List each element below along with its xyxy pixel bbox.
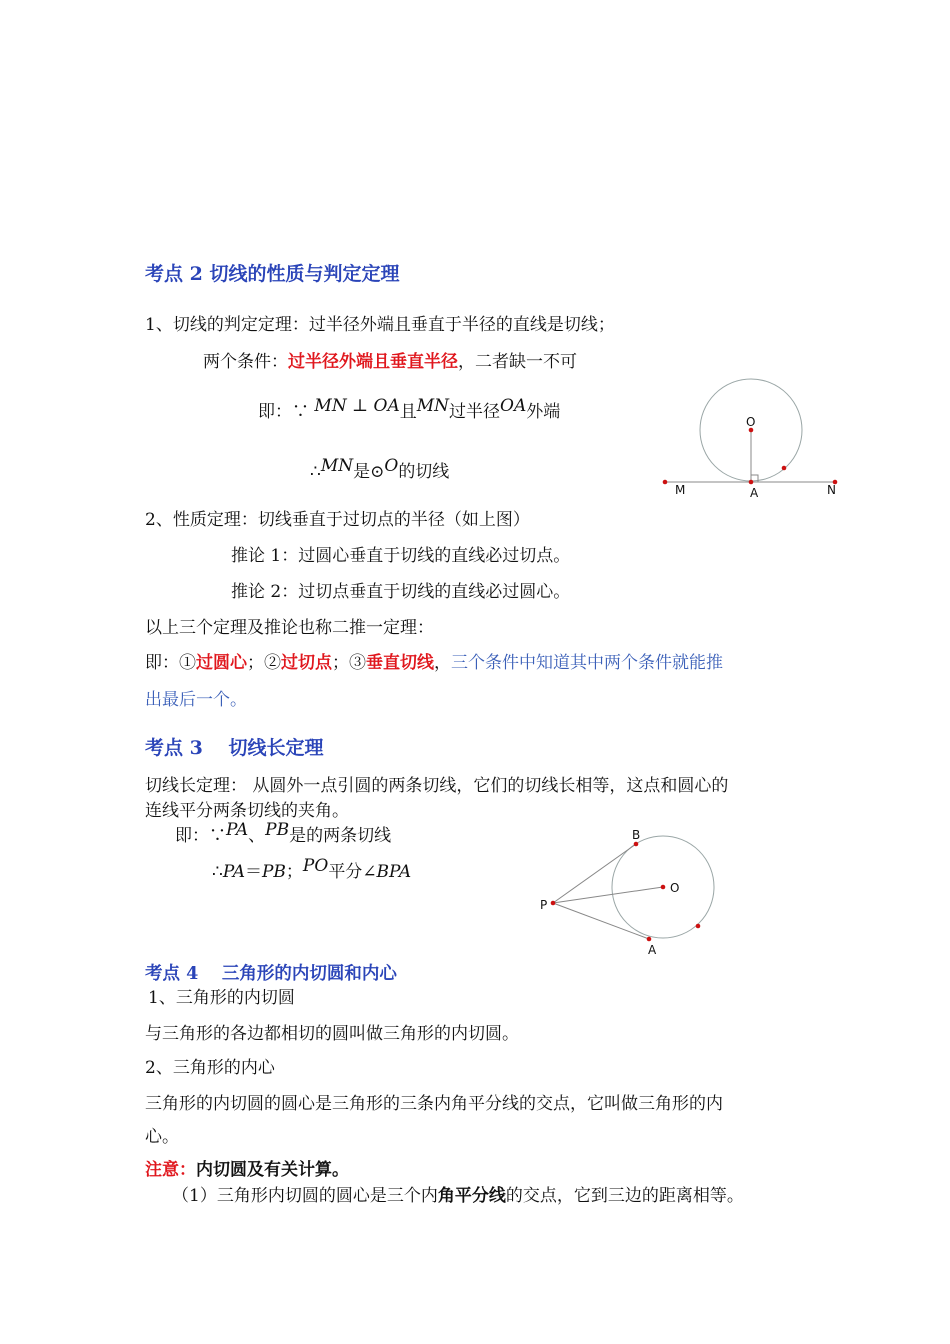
text: 过半径 [449, 402, 501, 422]
tangent-length-theorem-cont: 连线平分两条切线的夹角。 [145, 801, 349, 821]
incenter-definition: 三角形的内切圆的圆心是三角形的三条内角平分线的交点，它叫做三角形的内 [145, 1094, 723, 1114]
point-p [551, 901, 556, 906]
note-line [145, 1160, 349, 1180]
angle-bisector-bold: 角平分线 [437, 1186, 506, 1206]
text: ， [434, 653, 451, 673]
point-on-circle [782, 466, 787, 471]
text: 即：① [145, 653, 196, 673]
point-a [749, 480, 754, 485]
label-a: A [750, 486, 759, 500]
incenter-heading: 2、三角形的内心 [145, 1058, 275, 1078]
segment-po [553, 887, 663, 903]
point-b [634, 842, 639, 847]
note-item-1 [172, 1186, 744, 1206]
note-blue: 三个条件中知道其中两个条件就能推 [451, 653, 723, 673]
tangent-figure-2 [530, 822, 730, 962]
point-on-circle [696, 924, 701, 929]
highlight-conditions: 过半径外端且垂直半径 [288, 352, 458, 372]
cond-center: 过圆心 [196, 653, 247, 673]
label-a: A [648, 943, 657, 957]
math-eq: ＝ [244, 862, 262, 882]
incircle-definition: 与三角形的各边都相切的圆叫做三角形的内切圆。 [145, 1024, 519, 1044]
math-mn: MN [416, 396, 450, 416]
text: 平分 [328, 862, 363, 882]
text: 是的两条切线 [289, 826, 392, 846]
label-n: N [827, 483, 836, 497]
label-m: M [675, 483, 686, 497]
math-mn: MN [320, 456, 354, 476]
corollary-1: 推论 1：过圆心垂直于切线的直线必过切点。 [231, 546, 571, 566]
text: （1）三角形内切圆的圆心是三个内 [172, 1186, 438, 1206]
incircle-heading: 1、三角形的内切圆 [148, 988, 295, 1008]
point-a [647, 937, 652, 942]
note-blue-cont: 出最后一个。 [145, 690, 247, 710]
math-perp: ⊥ [352, 396, 369, 416]
section-3-heading: 考点 3 切线长定理 [145, 737, 324, 759]
label-o: O [670, 881, 680, 895]
point-m [663, 480, 668, 485]
corollary-2: 推论 2：过切点垂直于切线的直线必过圆心。 [231, 582, 571, 602]
tl-reasoning-1 [175, 820, 392, 846]
label-o: O [746, 415, 756, 429]
point-o [661, 885, 666, 890]
math-angle-bpa: ∠BPA [362, 862, 412, 882]
text: 外端 [526, 402, 561, 422]
two-push-one: 以上三个定理及推论也称二推一定理： [145, 618, 434, 638]
therefore: ∴ [212, 862, 223, 882]
because: 即：∵ [175, 826, 226, 846]
text: 、 [248, 826, 266, 846]
label-p: P [540, 898, 548, 912]
text: 即：∵ [258, 402, 309, 422]
math-oa: OA [373, 396, 400, 416]
section-4-heading: 考点 4 三角形的内切圆和内心 [145, 964, 397, 984]
text: 两个条件： [203, 352, 288, 372]
text: 的切线 [398, 462, 450, 482]
text: ；③ [332, 653, 366, 673]
property-theorem: 2、性质定理：切线垂直于过切点的半径（如上图） [145, 510, 530, 530]
tl-reasoning-2 [212, 856, 412, 882]
math-pb: PB [261, 862, 286, 882]
note-title: 内切圆及有关计算。 [196, 1160, 349, 1180]
math-pa: PA [226, 820, 249, 840]
math-pb: PB [265, 820, 290, 840]
math-oa: OA [500, 396, 527, 416]
tangent-pb [553, 844, 636, 903]
reasoning-line-1 [258, 396, 561, 422]
tangent-figure-1 [655, 372, 845, 507]
note-label: 注意： [145, 1160, 196, 1180]
text: 是⊙ [353, 462, 385, 482]
math-po: PO [302, 856, 329, 876]
section-2-heading: 考点 2 切线的性质与判定定理 [145, 263, 400, 285]
reasoning-line-2 [310, 456, 450, 482]
text: 且 [399, 402, 417, 422]
math-o: O [384, 456, 399, 476]
text: 的交点，它到三边的距离相等。 [505, 1186, 744, 1206]
therefore: ∴ [310, 462, 321, 482]
tangent-pa [553, 903, 649, 939]
cond-perpendicular: 垂直切线 [366, 653, 434, 673]
cond-tangent-point: 过切点 [281, 653, 332, 673]
incenter-definition-cont: 心。 [145, 1127, 179, 1147]
text: ； [285, 862, 303, 882]
math-pa: PA [222, 862, 245, 882]
three-conditions-line [145, 653, 723, 673]
tangent-length-theorem: 切线长定理： 从圆外一点引圆的两条切线，它们的切线长相等，这点和圆心的 [145, 776, 729, 796]
judgment-theorem: 1、切线的判定定理：过半径外端且垂直于半径的直线是切线； [145, 315, 615, 335]
text: ；② [247, 653, 281, 673]
label-b: B [632, 828, 641, 842]
math-mn: MN [314, 396, 347, 416]
two-conditions [203, 352, 577, 372]
text: ，二者缺一不可 [458, 352, 577, 372]
